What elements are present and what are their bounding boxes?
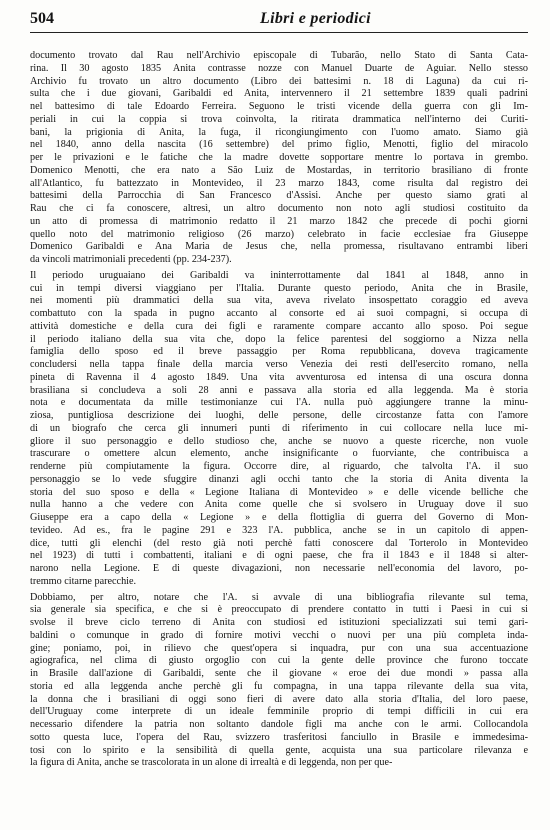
text-line: personaggio se lo vede sfuggire dinanzi agli occhi tanto che la storia di Anita diventa la: [30, 473, 528, 485]
text-line: necessario difendere la patria non soltanto dandole figli ma anche con le armi. Collocandola: [30, 719, 528, 730]
text-line: famiglia dello sposo ed il breve passaggio per Roma repubblicana, doveva tragicamente: [30, 346, 528, 358]
text-line: nei momenti più drammatici della sua vita, aveva rivelato insospettato coraggio ed aveva: [30, 295, 528, 307]
text-line: documento trovato dal Rau nell'Archivio episcopale di Tubarão, nello Stato di Santa Cata-: [30, 50, 528, 61]
text-line: gine; poniamo, poi, in rilievo che quest'opera si inquadra, pur con una sua accentuazione: [30, 642, 528, 654]
running-head: Libri e periodici: [260, 10, 371, 27]
text-line: nulla hanno a che vedere con Anita come quelle che si svolsero in Uruguay dove il suo: [30, 499, 528, 511]
page-number: 504: [30, 10, 54, 27]
text-line: svolse il breve ciclo terreno di Anita con studiosi ed istituzioni specializzati sui temi gari-: [30, 617, 528, 628]
text-line: nel battesimo di tale Edoardo Ferreira. Seguono le tristi vicende della guerra con gli Im-: [30, 101, 528, 112]
text-line: gliore il suo personaggio e dello studioso che, anche se nuovo a queste ricerche, non vuole: [30, 435, 528, 447]
text-line: attività domestiche e della cura dei figli e raramente compare accanto allo sposo. Poi segue: [30, 320, 528, 332]
text-line: sia generale sia specifica, e che si è preoccupato di prendere contatto in tutti i Paesi in cui si: [30, 604, 528, 616]
text-line: Dobbiamo, per altro, notare che l'A. si avvale di una bibliografia rilevante sul tema,: [30, 591, 528, 603]
text-line: quello noto del matrimonio religioso (26 marzo) celebrato in facie ecclesiae fra Giuseppe: [30, 228, 528, 240]
text-line: baldini o comunque in grado di fornire motivi vecchi o nuovi per una più completa inda-: [30, 629, 528, 641]
text-line: la figura di Anita, anche se trascolorata in un alone di irrealtà e di leggenda, non per que-: [30, 757, 393, 769]
paragraph: [30, 270, 528, 589]
text-line: all'Atlantico, fu battezzato in Montevideo, il 23 marzo 1843, come risulta dal registro dei: [30, 177, 528, 189]
text-line: storia del suo sposo e della « Legione Italiana di Montevideo » e delle vicende belliche che: [30, 486, 528, 498]
text-line: dell'Uruguay come interprete di un ideale femminile proprio di tempi difficili in cui era: [30, 706, 528, 718]
page-header: [30, 10, 528, 33]
text-line: tosi con lo spirito e la sensibilità di quella gente, acquista una sua particolare rilevanza e: [30, 744, 528, 756]
text-line: dice, tutti gli elenchi (del resto già noti perchè fatti conoscere dal Torterolo in Montevideo: [30, 537, 528, 549]
text-line: Rau che ci fa conoscere, altresì, un altro documento non noto agli studiosi costituito da: [30, 203, 528, 214]
text-line: tevideo. Ad es., fra le pagine 291 e 323 l'A. pubblica, anche se in un capitolo di appen-: [30, 524, 528, 536]
text-line: periali in cui la coppia si trova coinvolta, la ritirata drammatica nell'interno dei Curiti-: [30, 113, 528, 125]
text-line: narono nella Legione. E di queste divagazioni, non necessarie nell'economia del lavoro, po-: [30, 563, 528, 574]
text-line: sotto questa luce, l'opera del Rau, svizzero trasferitosi fanciullo in Brasile e immedesima-: [30, 731, 528, 743]
paragraph: [30, 592, 528, 771]
text-line: pineta di Ravenna il 4 agosto 1849. Una vita avventurosa ed intensa di una oscura donna: [30, 371, 528, 383]
text-line: nota e documentata da mille testimonianze cui l'A. nulla può aggiungere tranne la minu-: [30, 397, 528, 409]
text-line: per le privazioni e le fatiche che la madre dovette sopportare mentre lo portava in grembo.: [30, 152, 528, 163]
text-line: il periodo italiano della sua vita che, dopo la felice parentesi del soggiorno a Nizza nella: [30, 333, 528, 345]
paragraph: [30, 50, 528, 267]
text-line: nel 1923) di tutti i combattenti, italiani e di ogni paese, che fra il 1843 e il 1848 si alter-: [30, 550, 528, 562]
text-line: bani, la prigionia di Anita, la fuga, il ricongiungimento con l'uomo amato. Siamo già: [30, 126, 528, 138]
text-line: combattuto con la spada in pugno accanto al consorte ed ai suoi compagni, si occupa di: [30, 308, 528, 319]
text-line: Giuseppe era a capo della « Legione » e della flottiglia di guerra del Governo di Mon-: [30, 512, 528, 523]
text-line: concludersi nella tappa finale della marcia verso Venezia dei resti dell'esercito romano, nella: [30, 359, 528, 370]
text-line: Archivio fu trovato un altro documento (Libro dei battesimi n. 18 di Laguna) da cui ri-: [30, 75, 528, 87]
text-line: ziosa, puntigliosa descrizione dei luoghi, delle persone, delle circostanze fatta con l'amore: [30, 410, 528, 421]
text-line: di un biografo che cerca gli innumeri punti di riferimento in cui collocare nella luce mi-: [30, 422, 528, 434]
text-line: storia ed alla leggenda anche perchè gli fu compagna, in una tappa rilevante della sua vita,: [30, 680, 528, 692]
text-line: Domenico Garibaldi e Ana Maria de Jesus che, nella promessa, risultavano entrambi liberi: [30, 241, 528, 253]
text-line: un atto di promessa di matrimonio redatto il 21 marzo 1842 che precede di pochi giorni: [30, 215, 528, 227]
text-line: da vincoli matrimoniali precedenti (pp. 234-237).: [30, 254, 232, 265]
text-line: cui in tempi diversi viaggiano per l'Italia. Durante questo periodo, Anita che in Brasile,: [30, 282, 528, 294]
text-line: sulta che i due giovani, Garibaldi ed Anita, intervennero il 21 settembre 1839 quali padrini: [30, 88, 528, 100]
text-line: nel 1840, anno della nascita (16 settembre) del primo figlio, Menotti, figlio del miracolo: [30, 139, 528, 151]
text-line: brasiliana si concludeva a soli 28 anni e passava alla storia ed alla leggenda. Ma è storia: [30, 384, 528, 396]
text-line: tremmo citarne parecchie.: [30, 575, 137, 587]
text-line: agiografica, nel clima di giusto orgoglio con cui la gente delle province che furono toccate: [30, 655, 528, 667]
text-line: la donna che i brasiliani di oggi sono fieri di avere dato alla storia d'Italia, del loro paese,: [30, 693, 528, 705]
text-line: Il periodo uruguaiano dei Garibaldi va ininterrottamente dal 1841 al 1848, anno in: [30, 269, 528, 281]
text-line: Domenico Menotti, che era nato a São Luiz de Mostardas, in territorio brasiliano di fronte: [30, 164, 528, 176]
text-line: rina. Il 30 agosto 1835 Anita contrasse nozze con Manuel Duarte de Aguiar. Nello stesso: [30, 62, 528, 74]
text-line: renderne più compiutamente la figura. Occorre dire, al riguardo, che talvolta l'A. il suo: [30, 461, 528, 472]
text-line: in Brasile dall'azione di Garibaldi, sente che il giovane « eroe dei due mondi » passa alla: [30, 668, 528, 679]
text-line: battesimi della Parrocchia di San Francesco d'Assisi. Anche per questo siamo grati al: [30, 190, 528, 202]
body-text: [30, 50, 528, 770]
text-line: trascurare o omettere alcun elemento, anche insignificante o fuorviante, che contribuisca a: [30, 448, 528, 460]
